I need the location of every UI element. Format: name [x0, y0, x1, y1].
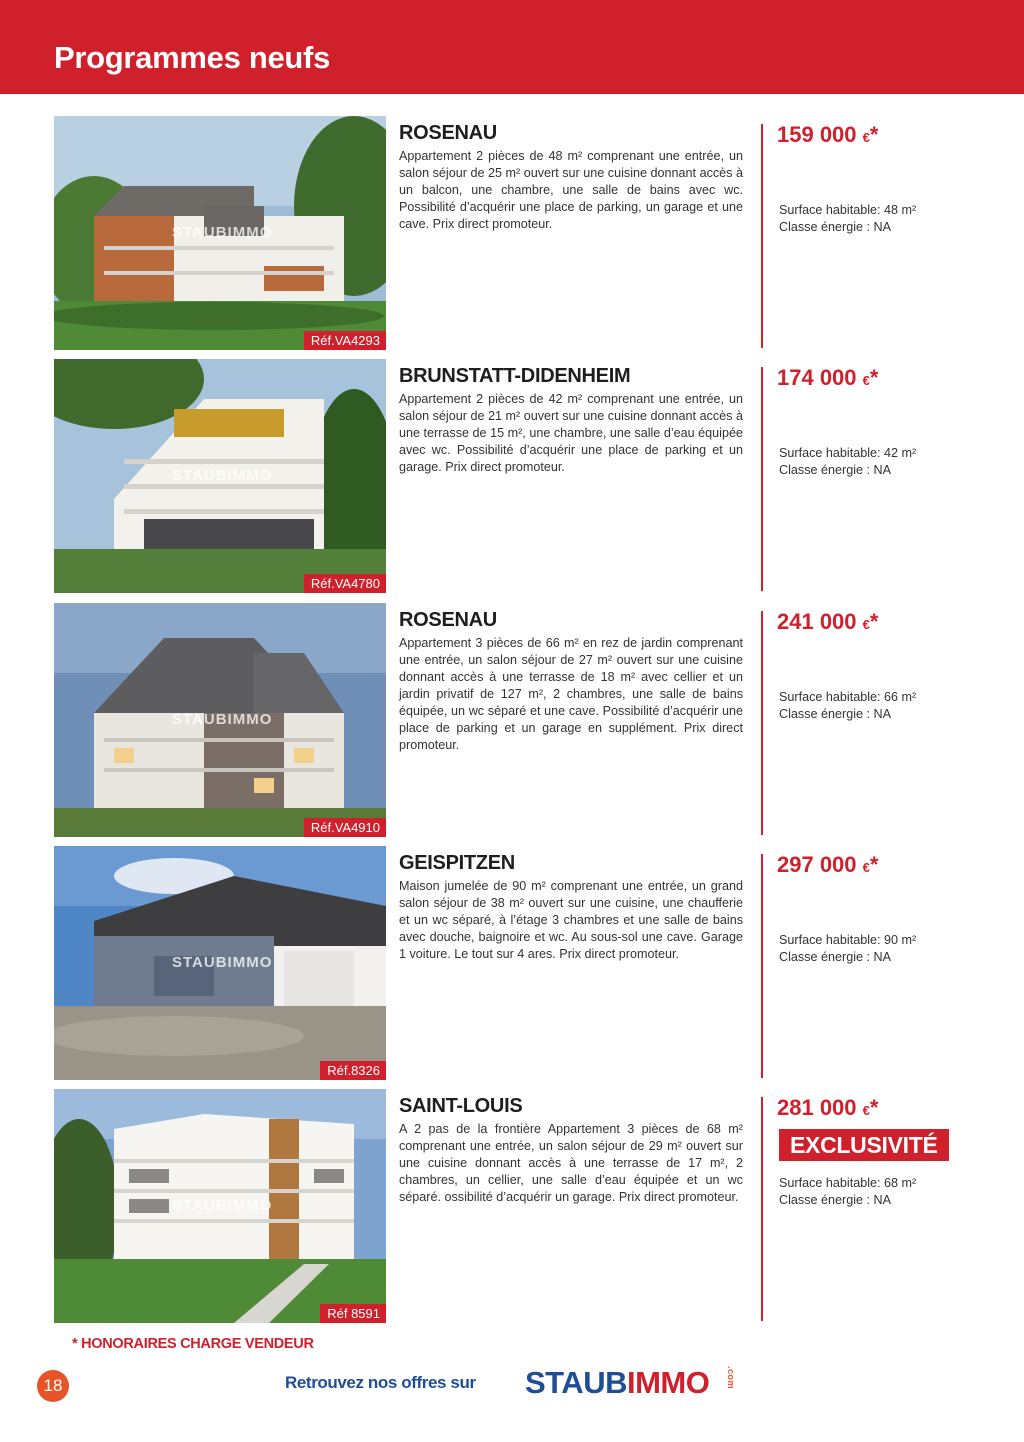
listing-description: A 2 pas de la frontière Appartement 3 pièces de 68 m² comprenant une entrée, un salon séjour de 29 m² ouvert sur une cuisine donnant accès à une terrasse de 17 m², 2 chambres, un cellier, une salle d’eau équipée et un wc séparé. ossibilité d’acquérir un garage. Prix direct promoteur.: [399, 1122, 743, 1204]
property-photo: [54, 116, 386, 350]
page-header: [0, 0, 1024, 94]
listing-price: [777, 122, 878, 148]
surface-text: Surface habitable: 66 m²: [779, 690, 917, 704]
watermark: STAUBIMMO: [172, 711, 273, 728]
listing-card: [0, 603, 1024, 837]
logo-part-staub: STAUB: [525, 1365, 627, 1400]
reference-badge: Réf.VA4293: [304, 331, 386, 350]
surface-text: Surface habitable: 42 m²: [779, 446, 917, 460]
energy-class-text: Classe énergie : NA: [779, 707, 891, 721]
price-value: 297 000: [777, 852, 857, 877]
reference-badge: Réf 8591: [320, 1304, 386, 1323]
price-star: *: [869, 1095, 879, 1120]
price-value: 281 000: [777, 1095, 857, 1120]
price-star: *: [869, 365, 879, 390]
promo-text: Retrouvez nos offres sur: [285, 1373, 476, 1392]
watermark: STAUBIMMO: [172, 1197, 273, 1214]
listing-card: [0, 1089, 1024, 1323]
watermark: STAUBIMMO: [172, 224, 273, 241]
listing-description: Appartement 2 pièces de 42 m² comprenant une entrée, un salon séjour de 21 m² ouvert sur une cuisine donnant accès à une terrasse de 15 m², une chambre, une salle d’eau équipée avec wc. Possibilité d’acquérir une place de parking et un garage. Prix direct promoteur.: [399, 392, 743, 474]
listing-price: [777, 609, 878, 635]
price-value: 174 000: [777, 365, 857, 390]
divider: [761, 124, 763, 348]
price-currency: €: [862, 617, 870, 632]
listing-price: [777, 365, 878, 391]
listing-title: BRUNSTATT-DIDENHEIM: [399, 365, 631, 387]
fee-footnote: * HONORAIRES CHARGE VENDEUR: [72, 1336, 314, 1352]
energy-class-text: Classe énergie : NA: [779, 463, 891, 477]
page-title: Programmes neufs: [54, 40, 331, 75]
listing-description: Appartement 2 pièces de 48 m² comprenant une entrée, un salon séjour de 25 m² ouvert sur une cuisine donnant accès à un balcon, une chambre, une salle de bains avec wc. Possibilité d’acquérir une place de parking, un garage et une cave. Prix direct promoteur.: [399, 149, 743, 231]
property-photo: [54, 603, 386, 837]
property-photo: [54, 846, 386, 1080]
listing-title: ROSENAU: [399, 609, 497, 631]
listing-description: Maison jumelée de 90 m² comprenant une entrée, un grand salon séjour de 38 m² ouvert sur une cuisine, une chaufferie et un wc séparé, à l’étage 3 chambres et une salle de bains avec douche, baignoire et wc. Au sous-sol une cave. Garage 1 voiture. Le tout sur 4 ares. Prix direct promoteur.: [399, 879, 743, 961]
divider: [761, 611, 763, 835]
reference-badge: Réf.VA4780: [304, 574, 386, 593]
surface-text: Surface habitable: 90 m²: [779, 933, 917, 947]
price-value: 159 000: [777, 122, 857, 147]
price-star: *: [869, 852, 879, 877]
property-photo: [54, 359, 386, 593]
price-currency: €: [862, 860, 870, 875]
listing-card: [0, 846, 1024, 1080]
reference-badge: Réf.VA4910: [304, 818, 386, 837]
brand-logo[interactable]: [525, 1363, 709, 1403]
divider: [761, 367, 763, 591]
divider: [761, 854, 763, 1078]
watermark: STAUBIMMO: [172, 467, 273, 484]
exclusivity-badge: EXCLUSIVITÉ: [779, 1129, 949, 1161]
surface-text: Surface habitable: 48 m²: [779, 203, 917, 217]
logo-domain: .com: [726, 1366, 736, 1390]
energy-class-text: Classe énergie : NA: [779, 1193, 891, 1207]
listing-price: [777, 1095, 878, 1121]
energy-class-text: Classe énergie : NA: [779, 220, 891, 234]
listing-description: Appartement 3 pièces de 66 m² en rez de jardin comprenant une entrée, un salon séjour de 27 m² ouvert sur une cuisine donnant accès à une terrasse de 18 m² avec cellier et un jardin privatif de 127 m², 2 chambres, une salle de bains équipée, un wc séparé et une cave. Possibilité d’acquérir une place de parking et un garage en supplément. Prix direct promoteur.: [399, 636, 743, 752]
price-currency: €: [862, 130, 870, 145]
listing-title: SAINT-LOUIS: [399, 1095, 523, 1117]
price-star: *: [869, 122, 879, 147]
energy-class-text: Classe énergie : NA: [779, 950, 891, 964]
listing-title: GEISPITZEN: [399, 852, 515, 874]
price-value: 241 000: [777, 609, 857, 634]
listing-card: [0, 359, 1024, 593]
page-number: 18: [37, 1370, 69, 1402]
price-currency: €: [862, 373, 870, 388]
divider: [761, 1097, 763, 1321]
price-star: *: [869, 609, 879, 634]
watermark: STAUBIMMO: [172, 954, 273, 971]
listing-card: [0, 116, 1024, 350]
listing-price: [777, 852, 878, 878]
price-currency: €: [862, 1103, 870, 1118]
logo-part-immo: IMMO: [626, 1365, 710, 1400]
property-photo: [54, 1089, 386, 1323]
listing-title: ROSENAU: [399, 122, 497, 144]
surface-text: Surface habitable: 68 m²: [779, 1176, 917, 1190]
reference-badge: Réf.8326: [320, 1061, 386, 1080]
